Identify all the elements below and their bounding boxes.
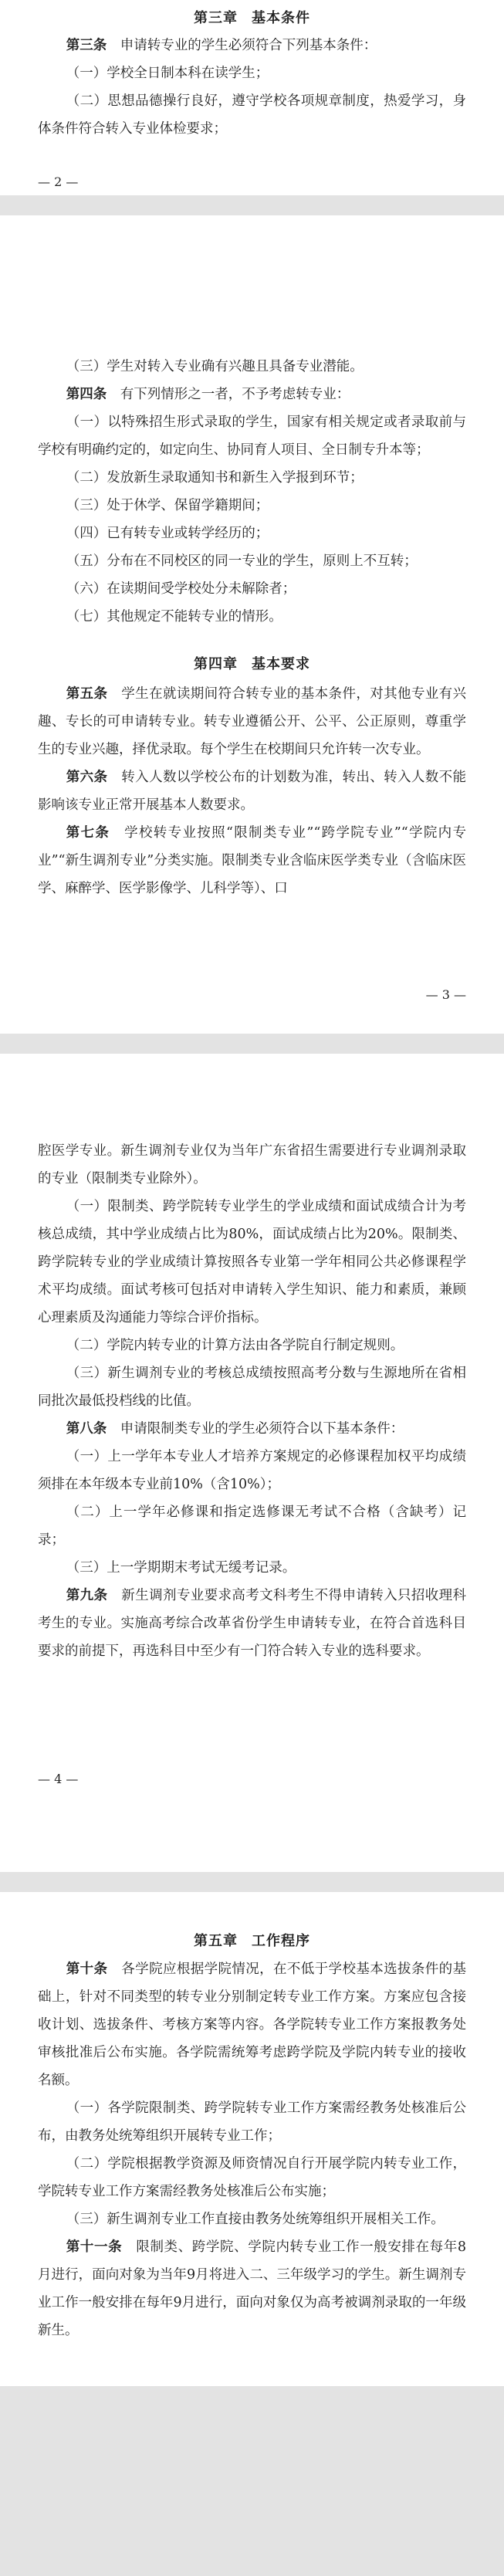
list-item: （三）新生调剂专业的考核总成绩按照高考分数与生源地所在省相同批次最低投档线的比值。 (38, 1366, 466, 1409)
page-gap (0, 1034, 504, 1054)
chapter-number: 第四章 (194, 656, 238, 672)
article-number: 第五条 (66, 686, 108, 702)
chapter-title: 基本要求 (252, 656, 310, 672)
paragraph-continuation: 腔医学专业。新生调剂专业仅为当年广东省招生需要进行专业调剂录取的专业（限制类专业除外）。 (38, 1143, 466, 1186)
page-number: — 2 — (38, 174, 79, 189)
list-item: （一）以特殊招生形式录取的学生，国家有相关规定或者录取前与学校有明确约定的，如定向生、协同育人项目、全日制专升本等； (38, 415, 466, 458)
chapter-title: 工作程序 (252, 1933, 310, 1949)
list-item: （三）处于休学、保留学籍期间； (66, 498, 269, 513)
chapter-heading (38, 9, 466, 28)
list-item: （一）学校全日制本科在读学生； (66, 66, 269, 81)
list-item: （一）各学院限制类、跨学院转专业工作方案需经教务处核准后公布，由教务处统筹组织开展转专业工作； (38, 2100, 466, 2144)
list-item: （二）思想品德操行良好，遵守学校各项规章制度，热爱学习，身体条件符合转入专业体检要求； (38, 93, 466, 137)
page-number: — 3 — (425, 987, 466, 1002)
list-item: （五）分布在不同校区的同一专业的学生，原则上不互转； (66, 553, 418, 569)
article-number: 第四条 (66, 387, 107, 402)
document-page-2 (0, 0, 504, 195)
list-item: （三）新生调剂专业工作直接由教务处统筹组织开展相关工作。 (66, 2212, 445, 2227)
article-number: 第十条 (66, 1962, 108, 1977)
page-number: — 4 — (38, 1772, 79, 1786)
list-item: （三）学生对转入专业确有兴趣且具备专业潜能。 (66, 359, 364, 374)
list-item: （一）上一学年本专业人才培养方案规定的必修课程加权平均成绩须排在本年级本专业前10%（含10%）； (38, 1449, 466, 1492)
document-page-3 (0, 215, 504, 1034)
list-item: （二）上一学年必修课和指定选修课无考试不合格（含缺考）记录； (38, 1505, 466, 1548)
chapter-heading (38, 1932, 466, 1951)
article-paragraph: 第十条 各学院应根据学院情况，在不低于学校基本选拔条件的基础上，针对不同类型的转专业分别制定转专业工作方案。方案应包含接收计划、选拔条件、考核方案等内容。各学院转专业工作方案报教务处审核批准后公布实施。各学院需统筹考虑跨学院及学院内转专业的接收名额。 (38, 1962, 467, 2088)
document-page-5 (0, 1892, 504, 2386)
article-number: 第九条 (66, 1588, 108, 1603)
article-number: 第七条 (66, 825, 110, 841)
article-paragraph: 第六条 转入人数以学校公布的计划数为准，转出、转入人数不能影响该专业正常开展基本人数要求。 (38, 770, 467, 813)
document-page-4 (0, 1054, 504, 1872)
article-number: 第三条 (66, 38, 107, 53)
article-paragraph: 第十一条 限制类、跨学院、学院内转专业工作一般安排在每年8月进行，面向对象为当年9月将进入二、三年级学习的学生。新生调剂专业工作一般安排在每年9月进行，面向对象仅为高考被调剂录取的一年级新生。 (38, 2239, 467, 2338)
article-number: 第十一条 (66, 2239, 123, 2255)
article-paragraph: 第三条 申请转专业的学生必须符合下列基本条件： (66, 38, 377, 53)
chapter-number: 第五章 (194, 1933, 238, 1949)
list-item: （二）发放新生录取通知书和新生入学报到环节； (66, 470, 364, 486)
chapter-number: 第三章 (194, 10, 238, 26)
article-paragraph: 第五条 学生在就读期间符合转专业的基本条件，对其他专业有兴趣、专长的可申请转专业。转专业遵循公开、公平、公正原则，尊重学生的专业兴趣，择优录取。每个学生在校期间只允许转一次专业。 (38, 686, 467, 757)
article-paragraph: 第七条 学校转专业按照“限制类专业”“跨学院专业”“学院内专业”“新生调剂专业”分类实施。限制类专业含临床医学类专业（含临床医学、麻醉学、医学影像学、儿科学等）、口 (38, 825, 467, 896)
list-item: （六）在读期间受学校处分未解除者； (66, 581, 296, 597)
list-item: （七）其他规定不能转专业的情形。 (66, 609, 282, 625)
article-paragraph: 第四条 有下列情形之一者，不予考虑转专业： (66, 387, 350, 402)
list-item: （一）限制类、跨学院转专业学生的学业成绩和面试成绩合计为考核总成绩，其中学业成绩占比为80%，面试成绩占比为20%。限制类、跨学院转专业的学业成绩计算按照各专业第一学年相同公共必修课程学术平均成绩。面试考核可包括对申请转入学生知识、能力和素质，兼顾心理素质及沟通能力等综合评价指标。 (38, 1199, 466, 1325)
article-paragraph: 第九条 新生调剂专业要求高考文科考生不得申请转入只招收理科考生的专业。实施高考综合改革省份学生申请转专业，在符合首选科目要求的前提下，再选科目中至少有一门符合转入专业的选科要求。 (38, 1588, 467, 1659)
article-number: 第八条 (66, 1421, 107, 1437)
chapter-title: 基本条件 (252, 10, 310, 26)
list-item: （三）上一学期期末考试无缓考记录。 (66, 1560, 296, 1576)
list-item: （四）已有转专业或转学经历的； (66, 526, 269, 541)
chapter-heading (38, 655, 466, 674)
article-number: 第六条 (66, 770, 108, 785)
list-item: （二）学院根据教学资源及师资情况自行开展学院内转专业工作，学院转专业工作方案需经教务处核准后公布实施； (38, 2156, 466, 2199)
article-paragraph: 第八条 申请限制类专业的学生必须符合以下基本条件： (66, 1421, 404, 1437)
page-gap (0, 1872, 504, 1892)
page-gap (0, 195, 504, 215)
list-item: （二）学院内转专业的计算方法由各学院自行制定规则。 (66, 1338, 404, 1353)
